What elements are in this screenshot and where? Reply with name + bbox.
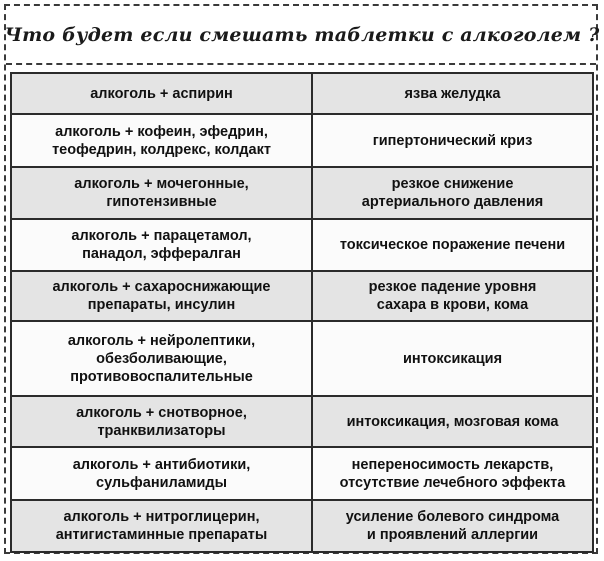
table-row [11,321,593,396]
combination-cell: алкоголь + кофеин, эфедрин, теофедрин, колдрекс, колдакт [11,114,312,167]
combination-cell: алкоголь + антибиотики, сульфаниламиды [11,447,312,500]
table-row [11,447,593,500]
combination-cell: алкоголь + сахароснижающие препараты, инсулин [11,271,312,321]
effect-cell: интоксикация [312,321,593,396]
combination-cell: алкоголь + снотворное, транквилизаторы [11,396,312,447]
effect-cell: интоксикация, мозговая кома [312,396,593,447]
interaction-table [10,72,594,553]
effect-cell: усиление болевого синдрома и проявлений аллергии [312,500,593,552]
effect-cell: токсическое поражение печени [312,219,593,271]
table-row [11,114,593,167]
table-row [11,219,593,271]
effect-cell: непереносимость лекарств, отсутствие лечебного эффекта [312,447,593,500]
page-title: Что будет если смешать таблетки с алкоголем ? [4,24,600,46]
combination-cell: алкоголь + аспирин [11,73,312,114]
title-divider [6,63,596,65]
table-row [11,73,593,114]
effect-cell: резкое падение уровня сахара в крови, кома [312,271,593,321]
combination-cell: алкоголь + парацетамол, панадол, эффералган [11,219,312,271]
combination-cell: алкоголь + нейролептики, обезболивающие, противовоспалительные [11,321,312,396]
effect-cell: гипертонический криз [312,114,593,167]
table-row [11,167,593,219]
effect-cell: резкое снижение артериального давления [312,167,593,219]
table-row [11,271,593,321]
effect-cell: язва желудка [312,73,593,114]
combination-cell: алкоголь + мочегонные, гипотензивные [11,167,312,219]
table-row [11,396,593,447]
combination-cell: алкоголь + нитроглицерин, антигистаминные препараты [11,500,312,552]
table-row [11,500,593,552]
